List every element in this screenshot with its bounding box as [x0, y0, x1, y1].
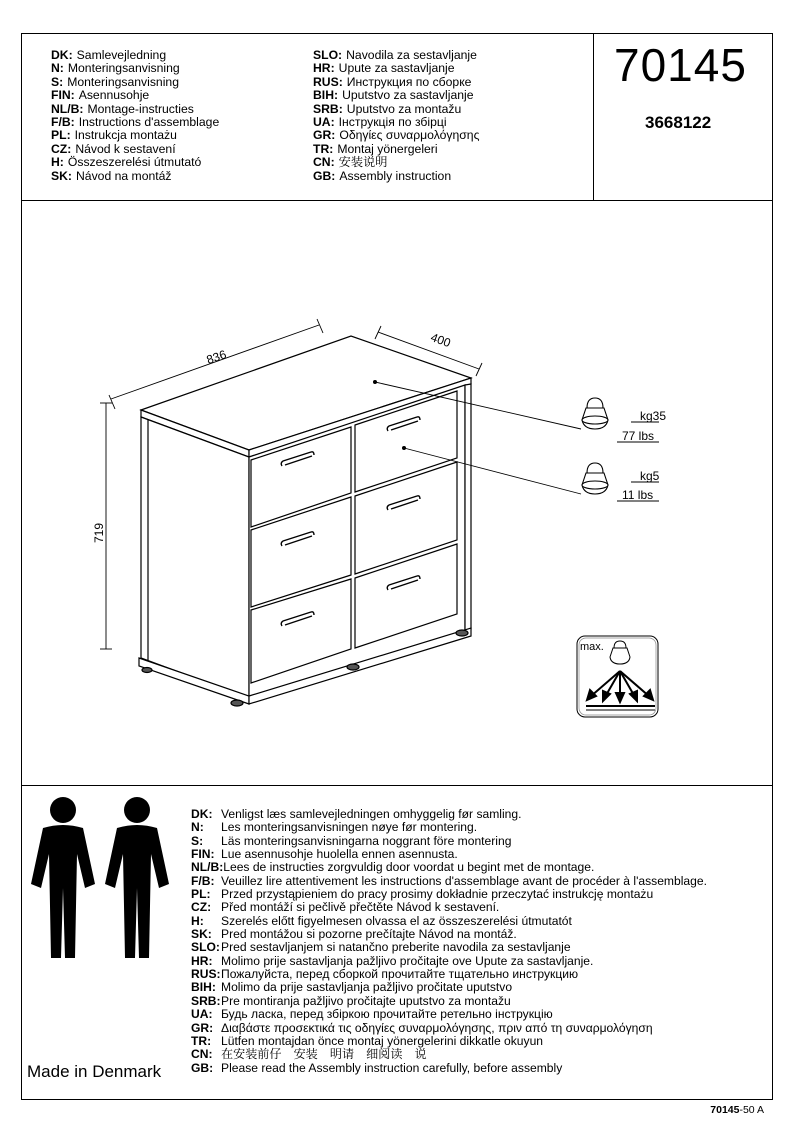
- language-text: Upute za sastavljanje: [338, 61, 455, 76]
- warning-row: [191, 835, 707, 848]
- load-top-lbs: 77 lbs: [622, 429, 655, 443]
- warning-code: GB:: [191, 1060, 214, 1075]
- warning-text: Διαβάστε προσεκτικά τις οδηγίες συναρμολόγησης, πριν από τη συναρμολόγηση: [221, 1020, 653, 1035]
- language-row: [313, 62, 479, 75]
- footer-code: [710, 1104, 764, 1116]
- language-list-right: [313, 49, 479, 183]
- warning-text: Pred sestavljanjem si natančno preberite navodila za sestavljanje: [221, 940, 571, 955]
- warning-text: Les monteringsanvisningen nøye før montering.: [221, 820, 478, 835]
- warning-text: Molimo da prije sastavljanja pažljivo pročitate uputstvo: [221, 980, 513, 995]
- language-text: Instrukcja montażu: [74, 128, 177, 143]
- warning-code: S:: [191, 833, 204, 848]
- language-code: SRB:: [313, 101, 343, 116]
- warning-row: [191, 928, 707, 941]
- language-code: SK:: [51, 168, 72, 183]
- language-row: [51, 170, 219, 183]
- language-code: S:: [51, 74, 64, 89]
- warning-row: [191, 981, 707, 994]
- width-label: 836: [204, 347, 229, 367]
- warning-code: NL/B:: [191, 860, 224, 875]
- warning-text: Будь ласка, перед збіркою прочитайте ретельно інструкцію: [221, 1007, 553, 1022]
- warning-code: SLO:: [191, 940, 220, 955]
- height-label: 719: [92, 522, 106, 543]
- language-list-left: [51, 49, 219, 183]
- language-row: [51, 62, 219, 75]
- warning-text: Před montáží si pečlivě přečtěte Návod k sestavení.: [221, 900, 500, 915]
- language-code: TR:: [313, 141, 334, 156]
- warning-text: 在安装前仔 安装 明请 细阅读 说: [221, 1047, 427, 1062]
- language-text: Monteringsanvisning: [67, 74, 179, 89]
- language-code: NL/B:: [51, 101, 84, 116]
- language-row: [51, 89, 219, 102]
- warning-row: [191, 1048, 707, 1061]
- warning-text: Pre montiranja pažljivo pročitajte uputstvo za montažu: [221, 993, 511, 1008]
- language-row: [51, 156, 219, 169]
- warning-code: FIN:: [191, 847, 215, 862]
- warning-text: Lütfen montajdan önce montaj yönergelerini dikkatle okuyun: [221, 1033, 544, 1048]
- language-row: [313, 49, 479, 62]
- model-number: 70145: [614, 39, 747, 91]
- language-code: CZ:: [51, 141, 72, 156]
- language-text: Uputstvo za sastavljanje: [342, 88, 474, 103]
- language-row: [313, 156, 479, 169]
- warning-row: [191, 995, 707, 1008]
- warning-text: Veuillez lire attentivement les instructions d'assemblage avant de procéder à l'assemblage.: [221, 873, 707, 888]
- weight-icon-drawer: [582, 463, 608, 494]
- language-code: CN:: [313, 155, 335, 170]
- warning-row: [191, 941, 707, 954]
- warning-code: PL:: [191, 887, 211, 902]
- warning-row: [191, 848, 707, 861]
- warning-row: [191, 968, 707, 981]
- warning-code: RUS:: [191, 967, 221, 982]
- two-person-assembly-icon: [25, 794, 175, 964]
- language-code: BIH:: [313, 88, 339, 103]
- header-column-divider: [593, 33, 594, 201]
- warning-code: DK:: [191, 807, 213, 821]
- warning-row: [191, 915, 707, 928]
- warning-text: Przed przystąpieniem do pracy prosimy dokładnie przeczytać instrukcję montażu: [221, 887, 654, 902]
- load-top-kg: kg35: [640, 409, 667, 423]
- language-code: N:: [51, 61, 64, 76]
- footer-number: 70145: [710, 1104, 740, 1116]
- language-text: Инструкция по сборке: [346, 74, 472, 89]
- warning-row: [191, 808, 707, 821]
- side-panel: [141, 417, 249, 698]
- warning-code: TR:: [191, 1033, 212, 1048]
- language-text: Інструкція по збірці: [338, 115, 447, 130]
- language-text: Monteringsanvisning: [67, 61, 180, 76]
- warning-row: [191, 888, 707, 901]
- language-row: [51, 103, 219, 116]
- language-row: [51, 143, 219, 156]
- warning-text: Molimo prije sastavljanja pažljivo pročitajte ove Upute za sastavljanje.: [221, 953, 594, 968]
- language-row: [313, 129, 479, 142]
- language-text: Οδηγίες συναρμολόγησης: [339, 128, 480, 143]
- language-text: Montaj yönergeleri: [337, 141, 438, 156]
- language-code: PL:: [51, 128, 71, 143]
- language-row: [313, 116, 479, 129]
- language-text: Návod na montáž: [76, 168, 172, 183]
- language-text: Összeszerelési útmutató: [67, 155, 202, 170]
- warning-code: BIH:: [191, 980, 216, 995]
- language-code: H:: [51, 155, 64, 170]
- language-code: SLO:: [313, 48, 343, 62]
- warning-row: [191, 955, 707, 968]
- warning-code: H:: [191, 913, 204, 928]
- language-row: [313, 89, 479, 102]
- language-text: Asennusohje: [78, 88, 150, 103]
- language-text: Samlevejledning: [76, 48, 167, 62]
- language-code: UA:: [313, 115, 335, 130]
- warning-row: [191, 901, 707, 914]
- warning-code: GR:: [191, 1020, 214, 1035]
- load-drawer-kg: kg5: [640, 469, 660, 483]
- warning-list: [191, 808, 707, 1075]
- language-code: RUS:: [313, 74, 343, 89]
- language-code: F/B:: [51, 115, 75, 130]
- language-text: Uputstvo za montažu: [346, 101, 462, 116]
- language-text: 安装说明: [338, 155, 388, 170]
- language-row: [51, 76, 219, 89]
- warning-text: Please read the Assembly instruction carefully, before assembly: [221, 1060, 563, 1075]
- warning-row: [191, 1062, 707, 1075]
- language-code: GB:: [313, 168, 336, 183]
- language-text: Navodila za sestavljanje: [346, 48, 477, 62]
- language-code: HR:: [313, 61, 335, 76]
- warning-row: [191, 1008, 707, 1021]
- warning-row: [191, 1022, 707, 1035]
- language-code: DK:: [51, 48, 73, 62]
- load-drawer-lbs: 11 lbs: [622, 488, 654, 502]
- warning-text: Пожалуйста, перед сборкой прочитайте тщательно инструкцию: [221, 967, 579, 982]
- warning-text: Lees de instructies zorgvuldig door voordat u begint met de montage.: [223, 860, 595, 875]
- warning-code: HR:: [191, 953, 213, 968]
- language-row: [313, 170, 479, 183]
- language-row: [313, 103, 479, 116]
- warning-code: CZ:: [191, 900, 212, 915]
- warning-text: Szerelés előtt figyelmesen olvassa el az összeszerelési útmutatót: [221, 913, 572, 928]
- language-row: [51, 129, 219, 142]
- max-load-icon: [577, 636, 658, 717]
- warning-code: N:: [191, 820, 204, 835]
- warning-code: F/B:: [191, 873, 215, 888]
- language-text: Návod k sestavení: [75, 141, 176, 156]
- max-label: max.: [580, 641, 604, 653]
- warning-text: Läs monteringsanvisningarna noggrant före montering: [221, 833, 512, 848]
- footer-suffix: -50 A: [739, 1104, 764, 1116]
- footer-divider: [21, 785, 773, 786]
- language-code: GR:: [313, 128, 336, 143]
- warning-code: CN:: [191, 1047, 213, 1062]
- warning-row: [191, 861, 707, 874]
- warning-row: [191, 821, 707, 834]
- language-code: FIN:: [51, 88, 75, 103]
- warning-code: SK:: [191, 927, 212, 942]
- warning-row: [191, 875, 707, 888]
- language-text: Montage-instructies: [87, 101, 194, 116]
- warning-code: SRB:: [191, 993, 221, 1008]
- dresser-drawing: [21, 201, 773, 785]
- language-row: [51, 49, 219, 62]
- language-row: [51, 116, 219, 129]
- language-row: [313, 143, 479, 156]
- warning-text: Venligst læs samlevejledningen omhyggelig før samling.: [221, 807, 522, 821]
- language-row: [313, 76, 479, 89]
- language-text: Instructions d'assemblage: [78, 115, 220, 130]
- warning-text: Lue asennusohje huolella ennen asennusta.: [221, 847, 458, 862]
- language-text: Assembly instruction: [339, 168, 452, 183]
- depth-label: 400: [428, 330, 453, 351]
- warning-text: Pred montážou si pozorne prečítajte Návod na montáž.: [221, 927, 517, 942]
- warning-code: UA:: [191, 1007, 213, 1022]
- sub-code: 3668122: [645, 113, 712, 132]
- made-in-label: Made in Denmark: [27, 1062, 162, 1081]
- weight-icon-top: [582, 398, 608, 429]
